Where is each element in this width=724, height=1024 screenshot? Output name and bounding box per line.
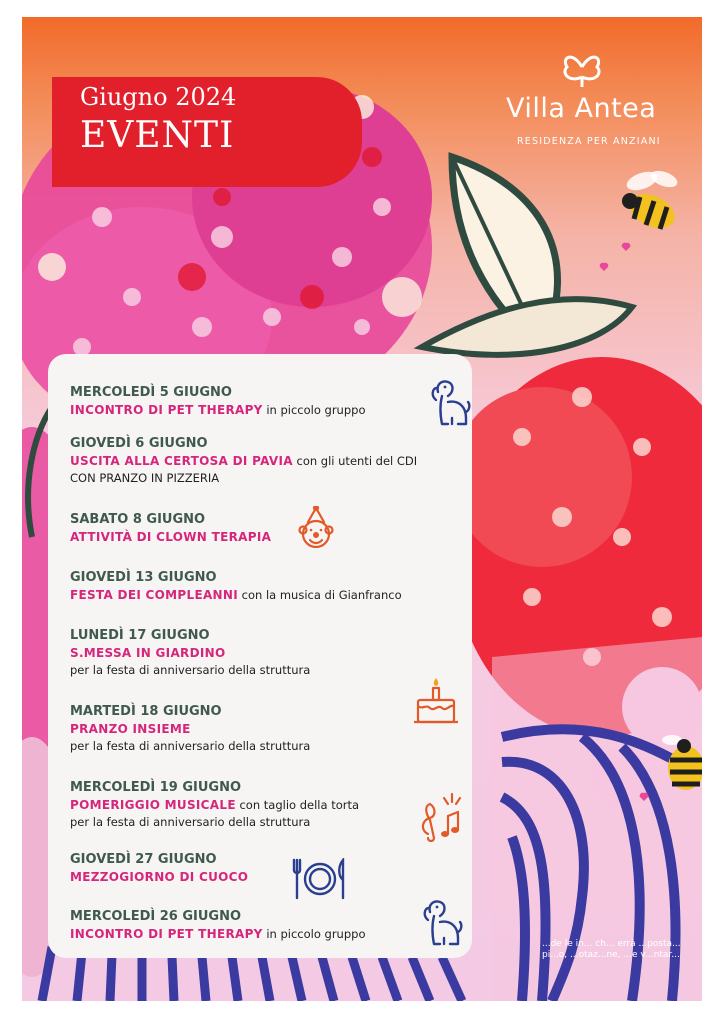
event-title: INCONTRO DI PET THERAPY <box>70 927 263 941</box>
event-date: LUNEDÌ 17 GIUGNO <box>70 628 210 643</box>
event-item <box>70 779 359 831</box>
event-title: S.MESSA IN GIARDINO <box>70 646 226 660</box>
plate-cutlery-icon <box>292 858 348 900</box>
event-date: MERCOLEDÌ 26 GIUGNO <box>70 909 242 924</box>
event-title: POMERIGGIO MUSICALE <box>70 798 236 812</box>
event-title: FESTA DEI COMPLEANNI <box>70 588 238 602</box>
bee-icon <box>662 722 702 802</box>
event-item <box>70 703 310 755</box>
event-detail: con la musica di Gianfranco <box>237 588 402 602</box>
event-title: MEZZOGIORNO DI CUOCO <box>70 870 249 884</box>
event-date: MERCOLEDÌ 19 GIUGNO <box>70 780 242 795</box>
event-date: GIOVEDÌ 6 GIUGNO <box>70 436 208 451</box>
event-detail: in piccolo gruppo <box>262 927 366 941</box>
butterfly-heart-icon <box>559 47 605 93</box>
event-item <box>70 384 365 419</box>
event-item <box>70 908 365 943</box>
event-detail-line: per la festa di anniversario della struttura <box>70 663 311 677</box>
header-month: Giugno 2024 <box>80 83 237 111</box>
clown-icon <box>296 506 336 552</box>
page-title: EVENTI <box>80 115 235 156</box>
event-date: GIOVEDÌ 27 GIUGNO <box>70 852 217 867</box>
event-item <box>70 511 271 546</box>
event-detail-line: CON PRANZO IN PIZZERIA <box>70 471 220 485</box>
event-title: ATTIVITÀ DI CLOWN TERAPIA <box>70 530 272 544</box>
event-item <box>70 627 310 679</box>
event-item <box>70 435 417 487</box>
event-detail: con gli utenti del CDI <box>292 454 418 468</box>
event-item <box>70 851 248 886</box>
music-notes-icon <box>414 790 470 846</box>
bee-icon <box>612 167 692 247</box>
event-detail-line: per la festa di anniversario della struttura <box>70 739 311 753</box>
event-date: GIOVEDÌ 13 GIUGNO <box>70 570 217 585</box>
event-title: PRANZO INSIEME <box>70 722 191 736</box>
event-title: INCONTRO DI PET THERAPY <box>70 403 263 417</box>
event-date: MERCOLEDÌ 5 GIUGNO <box>70 385 232 400</box>
dog-icon <box>420 898 464 948</box>
footer-note: ...de le in... ch... errà ...posta... pi...o, ...otaz...ne, ...e v...ntar... <box>542 939 681 960</box>
logo-subtitle: RESIDENZA PER ANZIANI <box>517 136 661 147</box>
event-detail-line: per la festa di anniversario della struttura <box>70 815 311 829</box>
event-detail: in piccolo gruppo <box>262 403 366 417</box>
birthday-cake-icon <box>412 674 460 728</box>
event-date: MARTEDÌ 18 GIUGNO <box>70 704 222 719</box>
event-item <box>70 569 402 604</box>
logo-name: Villa Antea <box>506 93 657 124</box>
event-title: USCITA ALLA CERTOSA DI PAVIA <box>70 454 293 468</box>
event-date: SABATO 8 GIUGNO <box>70 512 206 527</box>
dog-icon <box>428 378 472 428</box>
event-detail: con taglio della torta <box>235 798 360 812</box>
